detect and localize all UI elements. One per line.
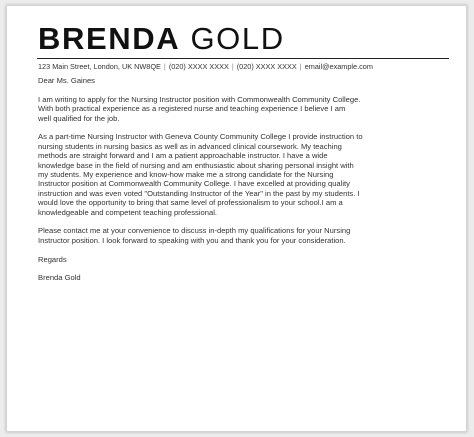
signature: Brenda Gold [38, 273, 81, 283]
text-line: knowledgeable and competent teaching professional. [38, 207, 217, 217]
paragraph-experience [38, 132, 450, 217]
paragraph-intro [38, 95, 450, 123]
contact-separator: | [163, 62, 166, 71]
letterhead-name [38, 20, 285, 58]
text-line: Instructor position. I look forward to speaking with you and thank you for your consideration. [38, 235, 346, 245]
first-name: BRENDA [38, 21, 181, 56]
contact-email: email@example.com [304, 62, 373, 71]
salutation: Dear Ms. Gaines [38, 76, 95, 85]
text-line: Instructor position at Commonwealth Community College. I have excelled at providing quality [38, 179, 350, 189]
text-line: nursing students in nursing basics as well as in advanced clinical coursework. My teaching [38, 141, 342, 151]
letter-page [6, 5, 467, 432]
text-line: Please contact me at your convenience to discuss in-depth my qualifications for your Nursing [38, 226, 351, 236]
contact-phone-1: (020) XXXX XXXX [168, 62, 229, 71]
last-name: GOLD [190, 21, 285, 56]
text-line: As a part-time Nursing Instructor with Geneva County Community College I provide instruction to [38, 132, 363, 142]
text-line: I am writing to apply for the Nursing Instructor position with Commonwealth Community College. [38, 94, 361, 104]
contact-separator: | [299, 62, 302, 71]
closing: Regards [38, 254, 67, 264]
text-line: would love the opportunity to bring that same level of professionalism to your school.I am a [38, 198, 343, 208]
contact-line [38, 62, 373, 72]
text-line: methods are straight forward and I am a patient approachable instructor. I have a wide [38, 151, 328, 161]
text-line: instruction and was even voted "Outstanding Instructor of the Year" in the past by my students. I [38, 188, 360, 198]
text-line: my students. My experience and know-how make me a strong candidate for the Nursing [38, 170, 334, 180]
text-line: With both practical experience as a registered nurse and teaching experience I believe I am [38, 104, 346, 114]
contact-address: 123 Main Street, London, UK NW8QE [38, 62, 161, 71]
contact-phone-2: (020) XXXX XXXX [236, 62, 297, 71]
text-line: knowledge base in the field of nursing and am enthusiastic about sharing personal insight with [38, 160, 354, 170]
letter-body [38, 76, 450, 292]
text-line: well qualified for the job. [38, 113, 120, 123]
paragraph-closing [38, 226, 450, 245]
header-divider [37, 58, 449, 59]
contact-separator: | [231, 62, 234, 71]
